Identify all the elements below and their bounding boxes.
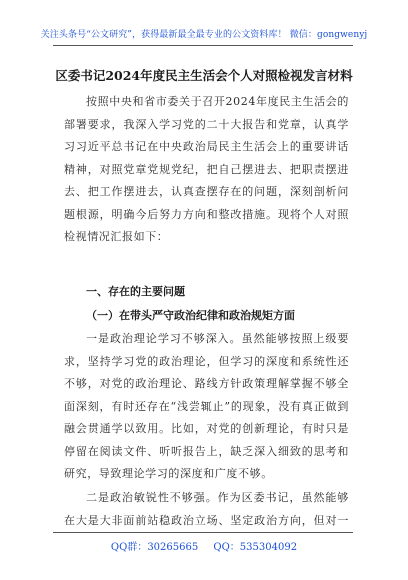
paragraph-political-sensitivity: 二是政治敏锐性不够强。作为区委书记，虽然能够在大是大非面前站稳政治立场、坚定政治方向，但对一 bbox=[64, 491, 349, 527]
header-divider bbox=[53, 45, 353, 46]
document-title: 区委书记2024年度民主生活会个人对照检视发言材料 bbox=[55, 68, 353, 83]
header-banner: 关注头条号“公文研究”，获得最新最全最专业的公文资料库！ 微信：gongwenyj bbox=[40, 30, 368, 40]
intro-paragraph: 按照中央和省市委关于召开2024年度民主生活会的部署要求，我深入学习党的二十大报告和党章，认真学习习近平总书记在中央政治局民主生活会上的重要讲话精神，对照党章党规党纪，把自己摆进去、把职责摆进去、把工作摆进去，认真查摆存在的问题，深刻剖析问题根源，明确今后努力方向和整改措施。现将个人对照检视情况汇报如下： bbox=[64, 95, 349, 243]
subsection-heading: （一）在带头严守政治纪律和政治规矩方面 bbox=[86, 309, 295, 322]
footer-divider bbox=[53, 532, 353, 533]
paragraph-political-theory: 一是政治理论学习不够深入。虽然能够按照上级要求，坚持学习党的政治理论，但学习的深度和系统性还不够，对党的政治理论、路线方针政策理解掌握不够全面深刻，有时还存在“浅尝辄止”的现象，没有真正做到融会贯通学以致用。比如，对党的创新理论，有时只是停留在阅读文件、听听报告上，缺乏深入细致的思考和研究，导致理论学习的深度和广度不够。 bbox=[64, 332, 349, 480]
qq-number: QQ：535304092 bbox=[213, 542, 298, 553]
footer-contact bbox=[0, 538, 408, 553]
qq-group: QQ群：30265665 bbox=[110, 542, 199, 553]
section-heading: 一、存在的主要问题 bbox=[86, 285, 185, 298]
